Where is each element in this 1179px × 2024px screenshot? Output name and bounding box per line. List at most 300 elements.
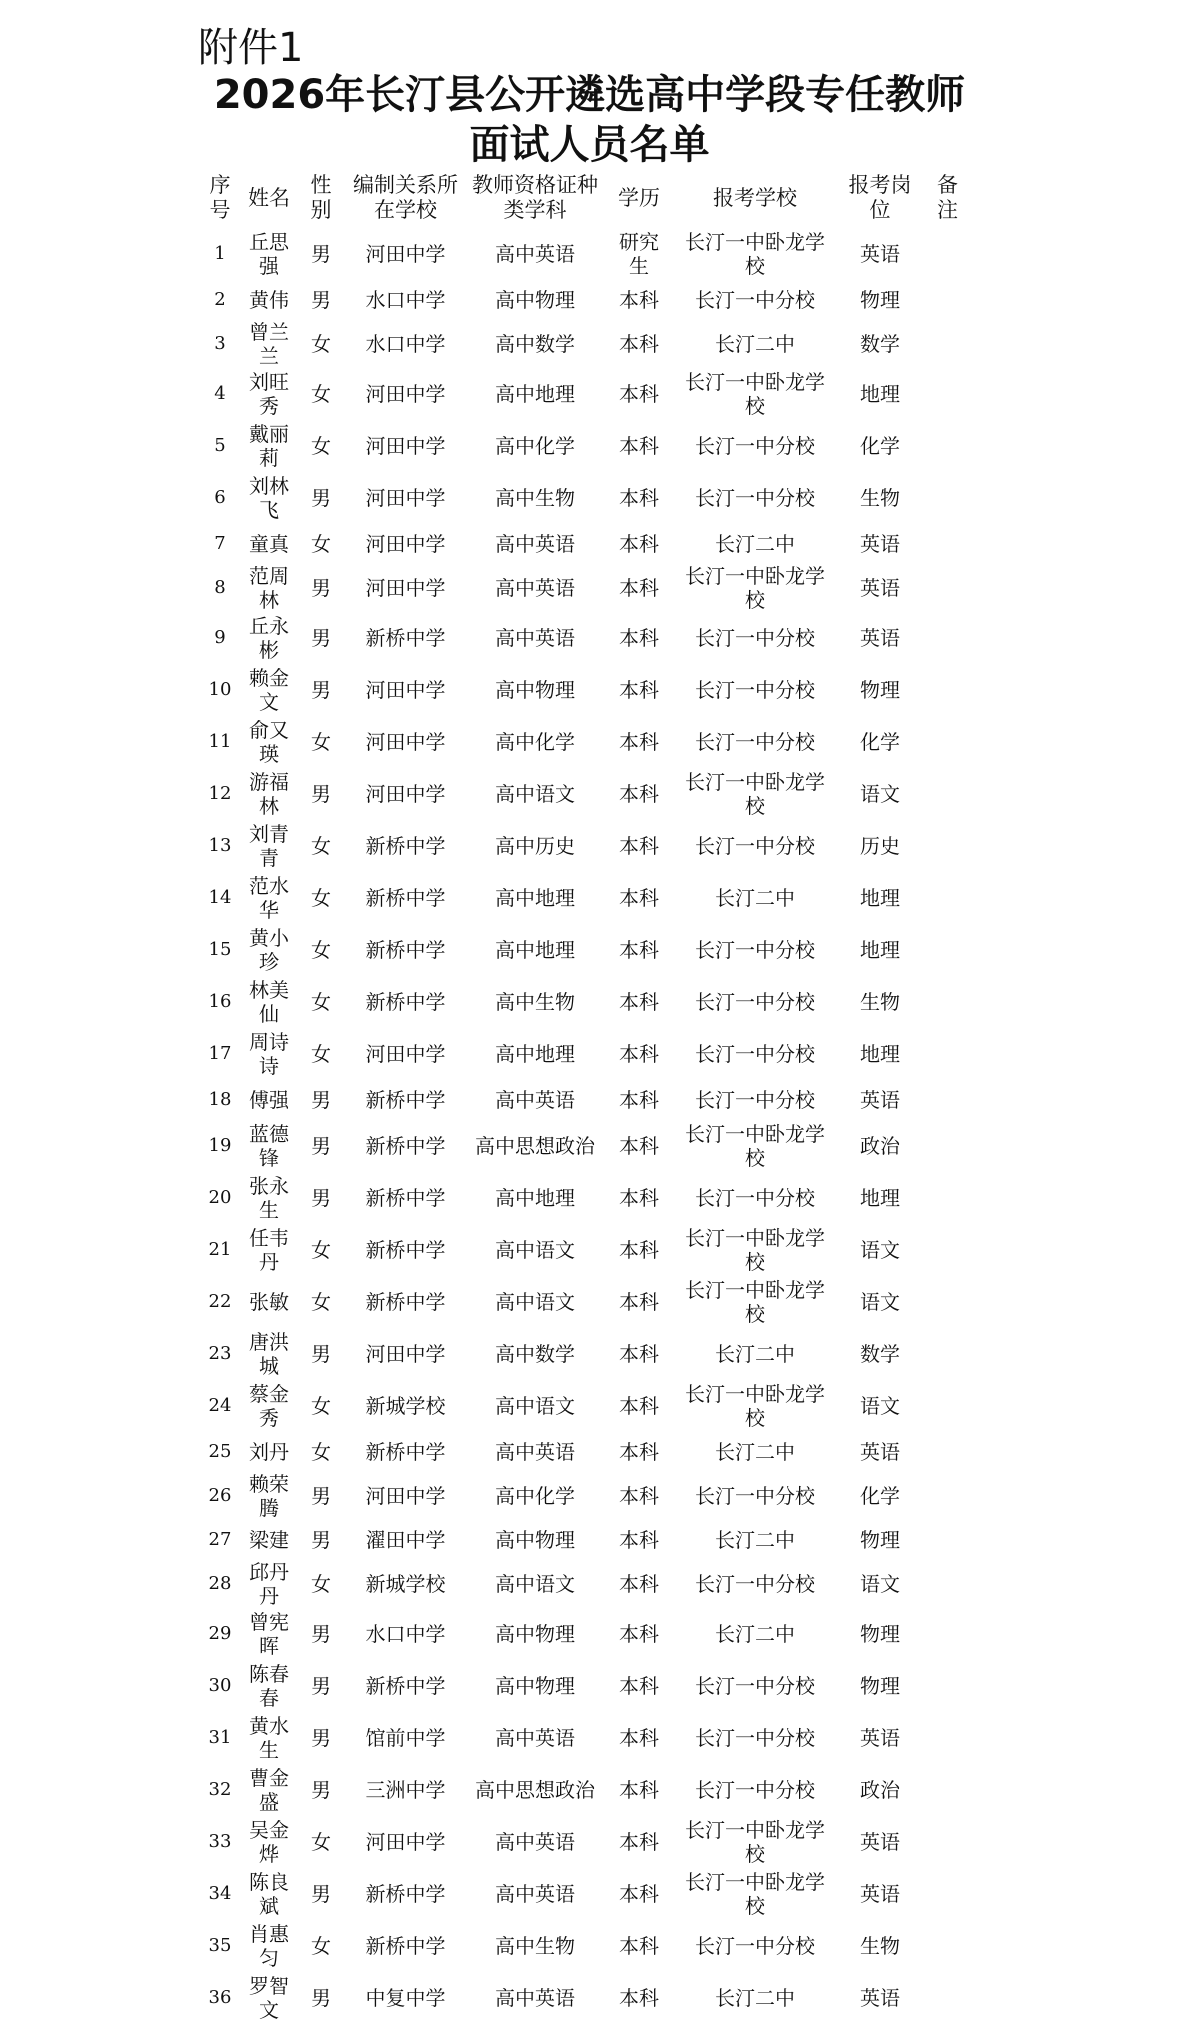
gender-line: 女 <box>311 990 331 1014</box>
table-row <box>200 768 970 820</box>
gender-line: 男 <box>311 486 331 510</box>
table-row <box>200 1868 970 1920</box>
target-post-line: 数学 <box>860 1342 900 1366</box>
table-row <box>200 320 970 368</box>
target-post-cell <box>835 368 925 420</box>
target-school-cell <box>675 1224 835 1276</box>
current-school-line: 新城学校 <box>365 1572 446 1596</box>
name-line: 生 <box>259 1198 279 1222</box>
education-line: 本科 <box>619 678 659 702</box>
serial-number-cell <box>200 228 240 280</box>
name-line: 蔡金 <box>249 1382 289 1406</box>
target-school-line: 长汀二中 <box>715 886 795 910</box>
certificate-subject-line: 高中英语 <box>495 1986 575 2010</box>
serial-number-line: 31 <box>208 1727 232 1748</box>
target-school-cell <box>675 1328 835 1380</box>
remarks-cell <box>925 716 970 768</box>
gender-line: 女 <box>311 382 331 406</box>
gender-line: 女 <box>311 1394 331 1418</box>
target-school-line: 长汀一中卧龙学 <box>685 564 825 588</box>
target-school-cell <box>675 1660 835 1712</box>
target-post-cell <box>835 1972 925 2024</box>
target-post-line: 化学 <box>860 730 900 754</box>
gender-line: 女 <box>311 1238 331 1262</box>
current-school-cell <box>344 1472 467 1520</box>
header-education <box>603 168 675 228</box>
name-cell <box>240 1920 298 1972</box>
serial-number-line: 25 <box>208 1441 232 1462</box>
gender-cell <box>298 1764 344 1816</box>
header-line: 别 <box>310 198 332 222</box>
education-line: 本科 <box>619 782 659 806</box>
certificate-subject-line: 高中英语 <box>495 626 575 650</box>
name-line: 陈春 <box>249 1662 289 1686</box>
education-line: 本科 <box>619 1394 659 1418</box>
name-line: 城 <box>259 1354 279 1378</box>
certificate-subject-line: 高中英语 <box>495 1830 575 1854</box>
current-school-line: 中复中学 <box>365 1986 446 2010</box>
name-cell <box>240 524 298 564</box>
target-post-line: 数学 <box>860 332 900 356</box>
current-school-cell <box>344 820 467 872</box>
name-line: 青 <box>259 846 279 870</box>
certificate-subject-line: 高中物理 <box>495 1674 575 1698</box>
current-school-cell <box>344 420 467 472</box>
name-cell <box>240 1380 298 1432</box>
name-line: 丘思 <box>249 230 289 254</box>
current-school-cell <box>344 1028 467 1080</box>
target-school-cell <box>675 368 835 420</box>
name-cell <box>240 1868 298 1920</box>
current-school-line: 新桥中学 <box>365 626 446 650</box>
education-cell <box>603 1712 675 1764</box>
current-school-cell <box>344 1432 467 1472</box>
serial-number-line: 19 <box>208 1135 232 1156</box>
certificate-subject-line: 高中语文 <box>495 1238 575 1262</box>
name-cell <box>240 1120 298 1172</box>
current-school-line: 新桥中学 <box>365 990 446 1014</box>
serial-number-line: 36 <box>208 1987 232 2008</box>
gender-cell <box>298 1920 344 1972</box>
name-line: 瑛 <box>259 742 279 766</box>
table-row <box>200 716 970 768</box>
target-post-line: 生物 <box>860 990 900 1014</box>
current-school-cell <box>344 976 467 1028</box>
target-school-line: 长汀二中 <box>715 1440 795 1464</box>
gender-line: 女 <box>311 1830 331 1854</box>
serial-number-cell <box>200 1028 240 1080</box>
target-post-line: 语文 <box>860 1394 900 1418</box>
target-post-line: 生物 <box>860 486 900 510</box>
certificate-subject-cell <box>467 1120 603 1172</box>
current-school-cell <box>344 1328 467 1380</box>
gender-cell <box>298 1080 344 1120</box>
current-school-cell <box>344 716 467 768</box>
certificate-subject-cell <box>467 612 603 664</box>
current-school-cell <box>344 524 467 564</box>
name-cell <box>240 1432 298 1472</box>
gender-cell <box>298 1520 344 1560</box>
remarks-cell <box>925 1660 970 1712</box>
remarks-cell <box>925 1432 970 1472</box>
name-cell <box>240 1028 298 1080</box>
gender-line: 女 <box>311 1934 331 1958</box>
table-row <box>200 1172 970 1224</box>
gender-line: 女 <box>311 1042 331 1066</box>
current-school-line: 新桥中学 <box>365 1882 446 1906</box>
target-school-line: 长汀一中分校 <box>695 834 815 858</box>
name-line: 黄水 <box>249 1714 289 1738</box>
serial-number-line: 15 <box>208 939 232 960</box>
education-line: 本科 <box>619 834 659 858</box>
education-line: 本科 <box>619 1290 659 1314</box>
education-cell <box>603 1328 675 1380</box>
header-target-post <box>835 168 925 228</box>
header-certificate-subject <box>467 168 603 228</box>
serial-number-cell <box>200 280 240 320</box>
target-post-cell <box>835 524 925 564</box>
serial-number-cell <box>200 924 240 976</box>
target-post-line: 英语 <box>860 532 900 556</box>
education-line: 研究 <box>619 230 659 254</box>
name-line: 文 <box>259 1998 279 2022</box>
certificate-subject-cell <box>467 1432 603 1472</box>
serial-number-line: 17 <box>208 1043 232 1064</box>
serial-number-line: 34 <box>208 1883 232 1904</box>
serial-number-cell <box>200 564 240 612</box>
education-line: 本科 <box>619 1440 659 1464</box>
education-line: 本科 <box>619 1986 659 2010</box>
target-school-cell <box>675 1172 835 1224</box>
gender-line: 男 <box>311 1528 331 1552</box>
name-cell <box>240 872 298 924</box>
current-school-cell <box>344 368 467 420</box>
current-school-cell <box>344 564 467 612</box>
education-cell <box>603 924 675 976</box>
target-post-line: 物理 <box>860 1528 900 1552</box>
target-school-cell <box>675 320 835 368</box>
gender-line: 女 <box>311 886 331 910</box>
gender-cell <box>298 1560 344 1608</box>
table-row <box>200 1472 970 1520</box>
name-line: 匀 <box>259 1946 279 1970</box>
target-post-cell <box>835 612 925 664</box>
name-line: 彬 <box>259 638 279 662</box>
education-cell <box>603 420 675 472</box>
certificate-subject-line: 高中思想政治 <box>475 1134 595 1158</box>
current-school-line: 河田中学 <box>365 382 446 406</box>
education-line: 本科 <box>619 1934 659 1958</box>
name-line: 梁建 <box>249 1528 289 1552</box>
target-school-cell <box>675 564 835 612</box>
certificate-subject-line: 高中化学 <box>495 1484 575 1508</box>
name-line: 生 <box>259 1738 279 1762</box>
serial-number-cell <box>200 1608 240 1660</box>
table-row <box>200 1380 970 1432</box>
name-line: 周诗 <box>249 1030 289 1054</box>
name-cell <box>240 1712 298 1764</box>
target-school-cell <box>675 768 835 820</box>
target-school-line: 长汀一中分校 <box>695 288 815 312</box>
serial-number-cell <box>200 1172 240 1224</box>
education-line: 本科 <box>619 1042 659 1066</box>
name-line: 俞又 <box>249 718 289 742</box>
name-line: 赖荣 <box>249 1472 289 1496</box>
serial-number-line: 20 <box>208 1187 232 1208</box>
target-school-line: 长汀一中卧龙学 <box>685 1122 825 1146</box>
education-cell <box>603 228 675 280</box>
table-row <box>200 820 970 872</box>
certificate-subject-line: 高中生物 <box>495 1934 575 1958</box>
target-school-line: 长汀二中 <box>715 1528 795 1552</box>
table-row <box>200 564 970 612</box>
serial-number-cell <box>200 1276 240 1328</box>
target-post-line: 语文 <box>860 1572 900 1596</box>
certificate-subject-line: 高中化学 <box>495 434 575 458</box>
target-school-cell <box>675 1028 835 1080</box>
remarks-cell <box>925 1520 970 1560</box>
serial-number-cell <box>200 976 240 1028</box>
target-post-cell <box>835 1432 925 1472</box>
education-line: 本科 <box>619 1882 659 1906</box>
table-row <box>200 1276 970 1328</box>
target-school-line: 长汀一中分校 <box>695 1726 815 1750</box>
target-school-cell <box>675 1432 835 1472</box>
target-post-cell <box>835 1560 925 1608</box>
gender-line: 男 <box>311 1484 331 1508</box>
current-school-cell <box>344 1764 467 1816</box>
serial-number-cell <box>200 1472 240 1520</box>
gender-line: 男 <box>311 1674 331 1698</box>
gender-line: 女 <box>311 532 331 556</box>
current-school-cell <box>344 1920 467 1972</box>
target-school-cell <box>675 1560 835 1608</box>
remarks-cell <box>925 564 970 612</box>
current-school-line: 三洲中学 <box>365 1778 446 1802</box>
target-school-cell <box>675 1520 835 1560</box>
gender-cell <box>298 1868 344 1920</box>
name-line: 烨 <box>259 1842 279 1866</box>
certificate-subject-line: 高中地理 <box>495 1186 575 1210</box>
target-school-line: 长汀一中分校 <box>695 1042 815 1066</box>
header-line: 编制关系所 <box>353 173 458 197</box>
education-cell <box>603 1520 675 1560</box>
education-line: 本科 <box>619 730 659 754</box>
certificate-subject-line: 高中生物 <box>495 486 575 510</box>
serial-number-cell <box>200 420 240 472</box>
gender-cell <box>298 420 344 472</box>
current-school-line: 新桥中学 <box>365 1088 446 1112</box>
target-post-line: 化学 <box>860 434 900 458</box>
gender-cell <box>298 368 344 420</box>
target-school-cell <box>675 716 835 768</box>
header-line: 类学科 <box>503 198 567 222</box>
remarks-cell <box>925 1868 970 1920</box>
target-school-line: 长汀一中卧龙学 <box>685 370 825 394</box>
current-school-line: 新桥中学 <box>365 1674 446 1698</box>
serial-number-cell <box>200 1560 240 1608</box>
gender-line: 男 <box>311 1342 331 1366</box>
target-post-cell <box>835 1380 925 1432</box>
serial-number-line: 4 <box>214 383 226 404</box>
name-cell <box>240 1080 298 1120</box>
education-line: 本科 <box>619 1342 659 1366</box>
current-school-line: 河田中学 <box>365 1342 446 1366</box>
table-row <box>200 612 970 664</box>
name-cell <box>240 976 298 1028</box>
serial-number-line: 14 <box>208 887 232 908</box>
target-post-line: 英语 <box>860 576 900 600</box>
education-cell <box>603 768 675 820</box>
education-line: 本科 <box>619 990 659 1014</box>
name-cell <box>240 1816 298 1868</box>
target-post-line: 地理 <box>860 938 900 962</box>
serial-number-line: 27 <box>208 1529 232 1550</box>
name-line: 秀 <box>259 1406 279 1430</box>
name-cell <box>240 1224 298 1276</box>
name-line: 蓝德 <box>249 1122 289 1146</box>
target-school-line: 长汀一中分校 <box>695 434 815 458</box>
target-school-cell <box>675 1276 835 1328</box>
current-school-cell <box>344 280 467 320</box>
serial-number-line: 7 <box>214 533 226 554</box>
target-school-line: 长汀一中卧龙学 <box>685 1818 825 1842</box>
target-school-cell <box>675 280 835 320</box>
serial-number-line: 35 <box>208 1935 232 1956</box>
gender-cell <box>298 1120 344 1172</box>
certificate-subject-cell <box>467 1472 603 1520</box>
target-school-line: 长汀一中卧龙学 <box>685 1226 825 1250</box>
remarks-cell <box>925 924 970 976</box>
certificate-subject-line: 高中语文 <box>495 1572 575 1596</box>
target-school-cell <box>675 872 835 924</box>
remarks-cell <box>925 1276 970 1328</box>
education-line: 本科 <box>619 1186 659 1210</box>
name-cell <box>240 1660 298 1712</box>
education-cell <box>603 1028 675 1080</box>
gender-cell <box>298 976 344 1028</box>
current-school-line: 河田中学 <box>365 678 446 702</box>
target-post-cell <box>835 1712 925 1764</box>
gender-cell <box>298 612 344 664</box>
name-line: 莉 <box>259 446 279 470</box>
current-school-line: 河田中学 <box>365 1830 446 1854</box>
target-post-line: 英语 <box>860 626 900 650</box>
remarks-cell <box>925 1920 970 1972</box>
serial-number-cell <box>200 1328 240 1380</box>
serial-number-cell <box>200 1520 240 1560</box>
certificate-subject-cell <box>467 1520 603 1560</box>
certificate-subject-line: 高中地理 <box>495 886 575 910</box>
name-line: 斌 <box>259 1894 279 1918</box>
name-line: 强 <box>259 254 279 278</box>
certificate-subject-cell <box>467 1868 603 1920</box>
target-school-cell <box>675 1120 835 1172</box>
name-cell <box>240 1972 298 2024</box>
name-cell <box>240 1328 298 1380</box>
certificate-subject-line: 高中语文 <box>495 782 575 806</box>
education-cell <box>603 1080 675 1120</box>
current-school-line: 馆前中学 <box>365 1726 446 1750</box>
certificate-subject-cell <box>467 1660 603 1712</box>
name-line: 丘永 <box>249 614 289 638</box>
education-line: 本科 <box>619 486 659 510</box>
education-line: 本科 <box>619 434 659 458</box>
target-school-line: 长汀一中分校 <box>695 1088 815 1112</box>
name-line: 林 <box>259 794 279 818</box>
target-post-cell <box>835 280 925 320</box>
header-name <box>240 168 298 228</box>
target-post-line: 物理 <box>860 678 900 702</box>
remarks-cell <box>925 664 970 716</box>
gender-cell <box>298 768 344 820</box>
education-line: 本科 <box>619 1572 659 1596</box>
target-school-line: 长汀一中分校 <box>695 990 815 1014</box>
remarks-cell <box>925 612 970 664</box>
name-line: 珍 <box>259 950 279 974</box>
current-school-cell <box>344 1660 467 1712</box>
remarks-cell <box>925 1472 970 1520</box>
target-school-line: 长汀一中分校 <box>695 1572 815 1596</box>
certificate-subject-cell <box>467 664 603 716</box>
target-post-line: 化学 <box>860 1484 900 1508</box>
certificate-subject-line: 高中英语 <box>495 532 575 556</box>
serial-number-line: 3 <box>214 333 226 354</box>
certificate-subject-cell <box>467 1560 603 1608</box>
target-school-cell <box>675 924 835 976</box>
target-post-cell <box>835 664 925 716</box>
header-line: 号 <box>209 198 231 222</box>
current-school-cell <box>344 1816 467 1868</box>
target-school-line: 校 <box>745 1842 765 1866</box>
target-school-cell <box>675 524 835 564</box>
gender-cell <box>298 820 344 872</box>
education-cell <box>603 1560 675 1608</box>
current-school-line: 新桥中学 <box>365 886 446 910</box>
current-school-cell <box>344 612 467 664</box>
current-school-line: 水口中学 <box>365 288 446 312</box>
header-line: 序 <box>209 173 231 197</box>
target-post-cell <box>835 924 925 976</box>
name-line: 陈良 <box>249 1870 289 1894</box>
remarks-cell <box>925 1224 970 1276</box>
target-school-line: 校 <box>745 1894 765 1918</box>
name-line: 文 <box>259 690 279 714</box>
education-line: 本科 <box>619 1778 659 1802</box>
target-post-cell <box>835 1276 925 1328</box>
current-school-line: 濯田中学 <box>365 1528 446 1552</box>
target-school-line: 长汀二中 <box>715 1986 795 2010</box>
remarks-cell <box>925 820 970 872</box>
current-school-cell <box>344 872 467 924</box>
table-row <box>200 1120 970 1172</box>
remarks-cell <box>925 872 970 924</box>
target-post-cell <box>835 1028 925 1080</box>
name-line: 邱丹 <box>249 1560 289 1584</box>
gender-line: 女 <box>311 730 331 754</box>
gender-line: 男 <box>311 678 331 702</box>
education-cell <box>603 1432 675 1472</box>
current-school-cell <box>344 320 467 368</box>
target-school-line: 长汀二中 <box>715 332 795 356</box>
remarks-cell <box>925 1608 970 1660</box>
education-line: 本科 <box>619 1674 659 1698</box>
name-line: 刘青 <box>249 822 289 846</box>
serial-number-line: 2 <box>214 289 226 310</box>
certificate-subject-line: 高中英语 <box>495 242 575 266</box>
current-school-line: 新桥中学 <box>365 1186 446 1210</box>
serial-number-cell <box>200 472 240 524</box>
